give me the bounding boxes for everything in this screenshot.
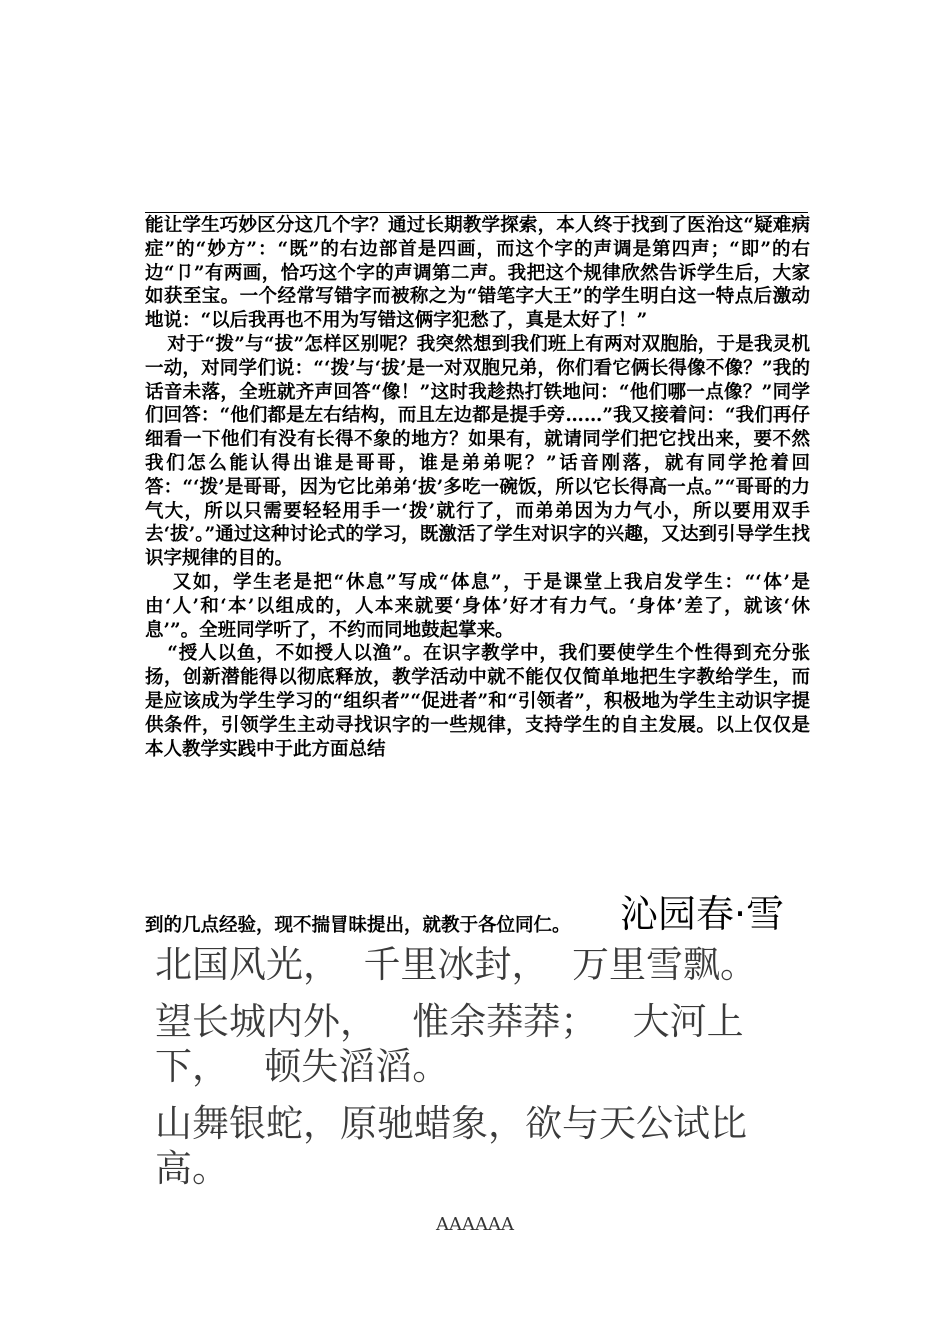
poem-line-2: 望长城内外， 惟余莽莽； 大河上下， 顿失滔滔。	[155, 1000, 744, 1088]
paragraph-3: 又如，学生老是把“休息”写成“体息”，于是课堂上我启发学生：“‘体’是由‘人’和‘本’以组成的，人本来就要‘身体’好才有力气。‘身体’差了，就该‘休息’”。全班同学听了，不约而同地鼓起掌来。	[145, 571, 810, 641]
closing-line	[145, 887, 815, 947]
poem-line-1: 北国风光， 千里冰封， 万里雪飘。	[155, 943, 758, 986]
closing-text: 到的几点经验，现不揣冒昧提出，就教于各位同仁。	[145, 915, 571, 936]
paragraph-4: “授人以鱼，不如授人以渔”。在识字教学中，我们要使学生个性得到充分张扬，创新潜能得以彻底释放，教学活动中就不能仅仅简单地把生字教给学生，而是应该成为学生学习的“组织者”“促进者”和“引领者”，积极地为学生主动识字提供条件，引领学生主动寻找识字的一些规律，支持学生的自主发展。以上仅仅是本人教学实践中于此方面总结	[145, 643, 810, 760]
paragraph-1: 能让学生巧妙区分这几个字？通过长期教学探索，本人终于找到了医治这“疑难病症”的“妙方”：“既”的右边部首是四画，而这个字的声调是第四声；“即”的右边“卩”有两画，恰巧这个字的声调第二声。我把这个规律欣然告诉学生后，大家如获至宝。一个经常写错字而被称之为“错笔字大王”的学生明白这一特点后激动地说：“以后我再也不用为写错这俩字犯愁了，真是太好了！”	[145, 215, 810, 332]
poem-line-3: 山舞银蛇，原驰蜡象，欲与天公试比高。	[155, 1102, 747, 1190]
essay-body	[145, 214, 810, 761]
poem-title: 沁园春·雪	[620, 892, 785, 936]
poem-body	[155, 942, 815, 1203]
paragraph-2: 对于“拨”与“拔”怎样区别呢？我突然想到我们班上有两对双胞胎，于是我灵机一动，对同学们说：“‘拨’与‘拔’是一对双胞兄弟，你们看它俩长得像不像？”我的话音未落，全班就齐声回答“像！”这时我趁热打铁地问：“他们哪一点像？”同学们回答：“他们都是左右结构，而且左边都是提手旁……”我又接着问：“我们再仔细看一下他们有没有长得不象的地方？如果有，就请同学们把它找出来，要不然我们怎么能认得出谁是哥哥，谁是弟弟呢？”话音刚落，就有同学抢着回答：“‘拨’是哥哥，因为它比弟弟‘拔’多吃一碗饭，所以它长得高一点。”“哥哥的力气大，所以只需要轻轻用手一‘拨’就行了，而弟弟因为力气小，所以要用双手去‘拔’。”通过这种讨论式的学习，既激活了学生对识字的兴趣，又达到引导学生找识字规律的目的。	[145, 333, 810, 570]
top-rule	[145, 212, 808, 213]
footer-text: AAAAAA	[436, 1214, 514, 1235]
